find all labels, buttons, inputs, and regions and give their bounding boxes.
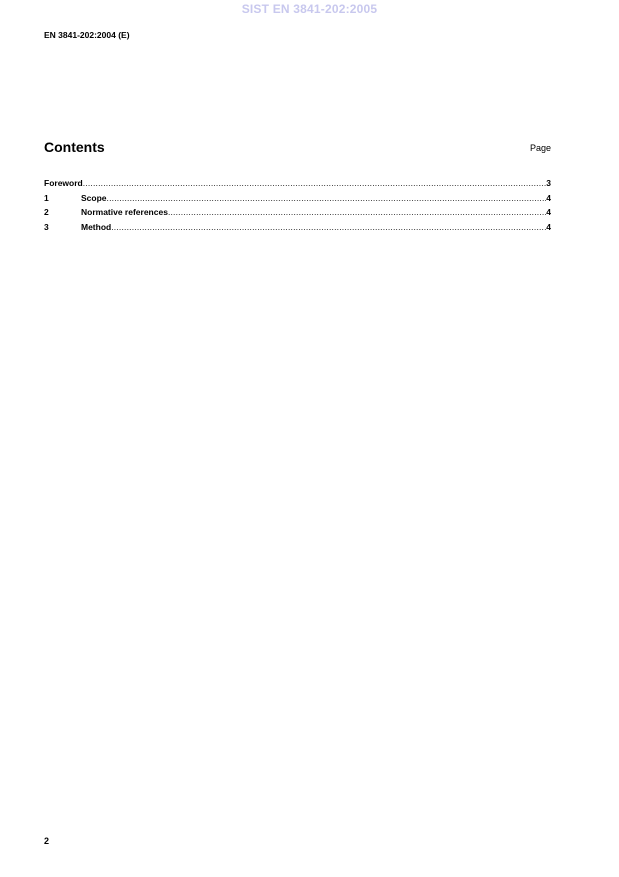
toc-entry-title: Method bbox=[81, 221, 112, 232]
toc-entry-page: 4 bbox=[546, 192, 551, 203]
toc-entry-page: 4 bbox=[546, 221, 551, 232]
toc-entry-scope[interactable] bbox=[44, 193, 551, 208]
toc-entry-normative-references[interactable] bbox=[44, 207, 551, 222]
page-column-label: Page bbox=[529, 143, 551, 153]
toc-entry-title: Scope bbox=[81, 192, 107, 203]
toc-entry-page: 3 bbox=[546, 178, 551, 188]
toc-entry-number: 2 bbox=[44, 207, 49, 217]
page-number: 2 bbox=[44, 836, 50, 846]
toc-entry-title: Foreword bbox=[44, 178, 83, 188]
toc-entry-number: 1 bbox=[44, 192, 49, 203]
toc-entry-title: Normative references bbox=[81, 207, 168, 217]
document-id: EN 3841-202:2004 (E) bbox=[44, 30, 130, 40]
toc-entry-method[interactable] bbox=[44, 222, 551, 237]
toc-leader-dots bbox=[107, 193, 547, 203]
contents-heading: Contents bbox=[44, 139, 105, 155]
watermark: SIST EN 3841-202:2005 bbox=[241, 2, 378, 16]
toc-entry-page: 4 bbox=[546, 207, 551, 217]
toc-entry-number: 3 bbox=[44, 221, 49, 232]
toc-leader-dots bbox=[83, 178, 547, 188]
toc-leader-dots bbox=[111, 222, 546, 232]
toc-entry-foreword[interactable] bbox=[44, 178, 551, 193]
table-of-contents bbox=[44, 178, 551, 236]
toc-leader-dots bbox=[168, 207, 546, 217]
